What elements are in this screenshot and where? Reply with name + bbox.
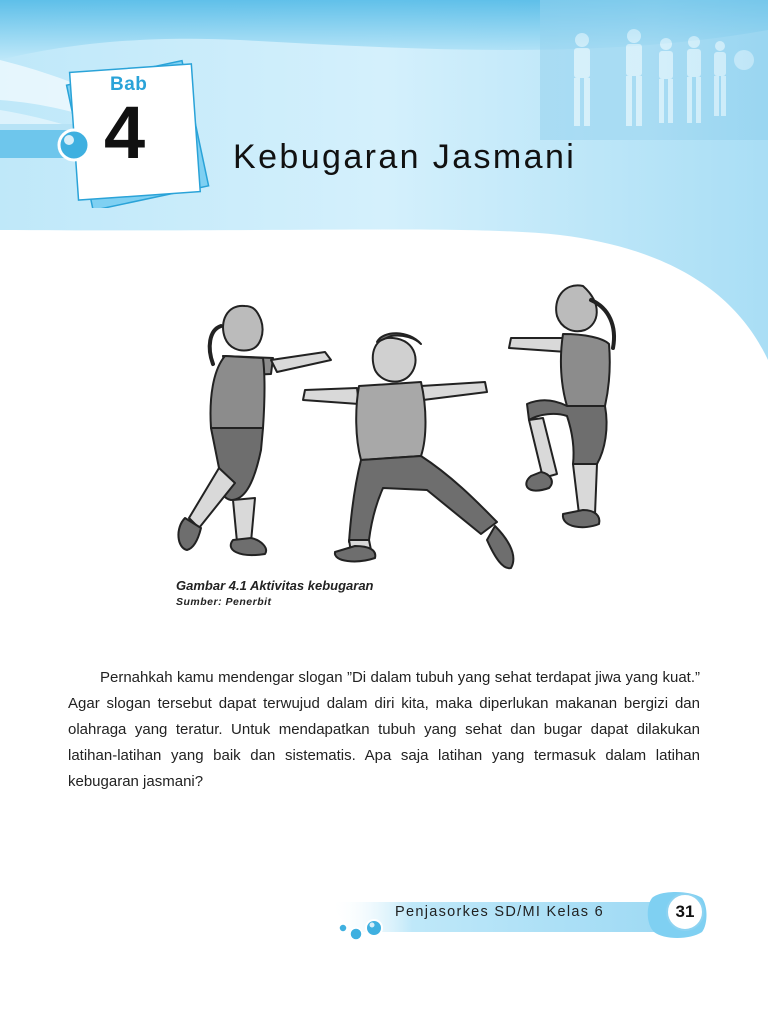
marching-photo: [540, 0, 768, 140]
girl-left-figure: [178, 306, 331, 555]
figure-caption: Gambar 4.1 Aktivitas kebugaran: [176, 578, 374, 593]
body-paragraph: Pernahkah kamu mendengar slogan ”Di dalam tubuh yang sehat terdapat jiwa yang kuat.” Agar slogan tersebut dapat terwujud dalam diri kita, maka diperlukan makanan bergizi dan olahraga yang teratur. Untuk mendapatkan tubuh yang sehat dan bugar dapat dilakukan latihan-latihan yang baik dan sistematis. Apa saja latihan yang termasuk dalam latihan kebugaran jasmani?: [68, 669, 700, 790]
chapter-number: 4: [104, 91, 146, 174]
figure-source: Sumber: Penerbit: [176, 596, 272, 608]
boy-middle-figure: [303, 333, 513, 568]
body-text: [68, 665, 700, 795]
exercise-illustration: [165, 278, 625, 578]
girl-right-figure: [509, 285, 614, 527]
footer-book-title: Penjasorkes SD/MI Kelas 6: [395, 904, 604, 920]
chapter-bubble-icon: [52, 125, 98, 165]
chapter-label: Bab: [110, 74, 148, 95]
page-number: 31: [675, 902, 695, 921]
footer-band: [330, 890, 710, 950]
chapter-title: Kebugaran Jasmani: [233, 138, 577, 176]
